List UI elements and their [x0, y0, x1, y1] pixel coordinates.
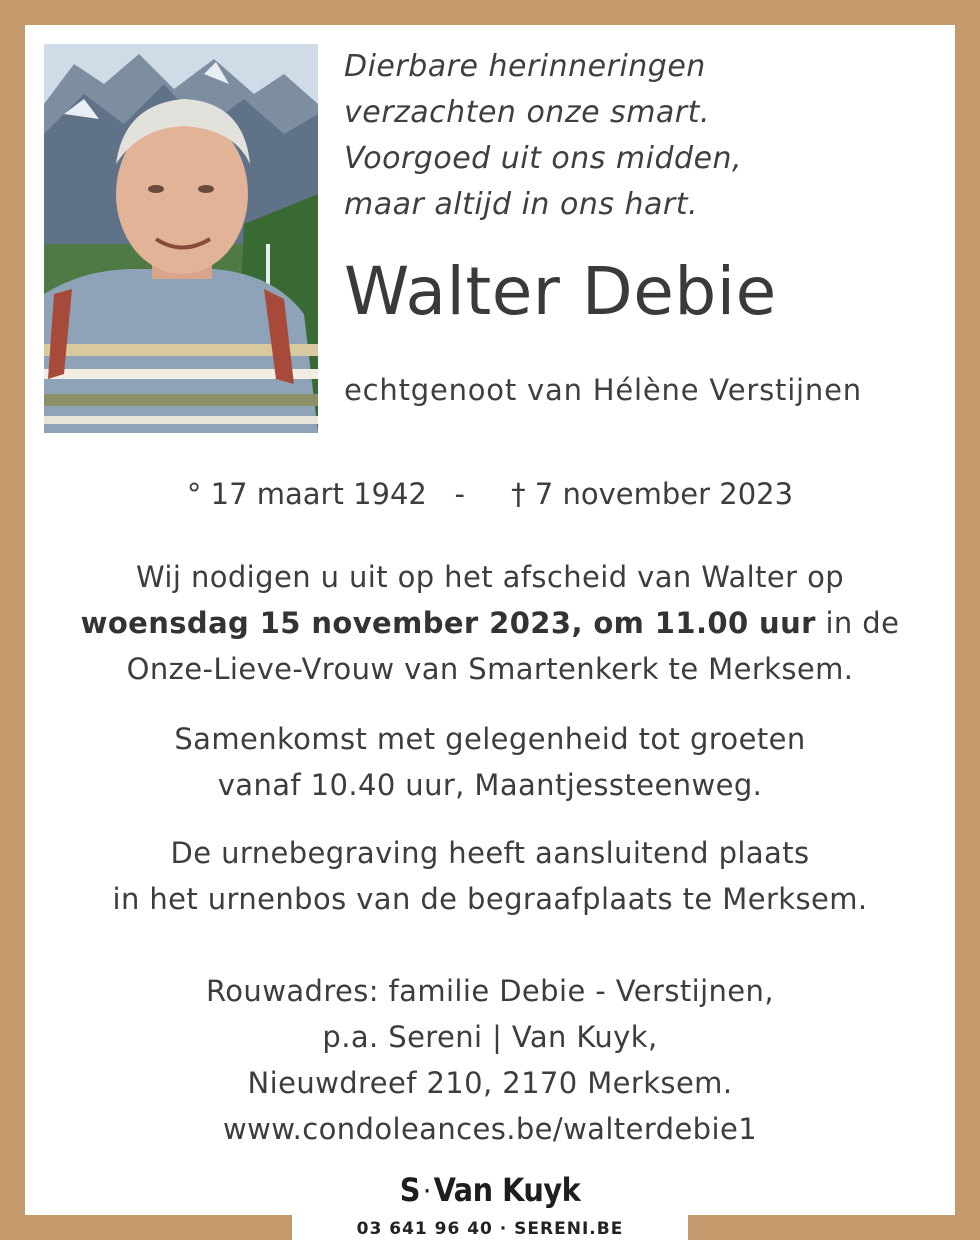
date-separator: - — [454, 477, 465, 511]
burial-text — [0, 830, 980, 922]
burial-line: De urnebegraving heeft aansluitend plaats — [170, 836, 810, 870]
birth-date: ° 17 maart 1942 — [186, 477, 427, 511]
address-line: p.a. Sereni | Van Kuyk, — [322, 1020, 658, 1054]
condolence-link[interactable]: www.condoleances.be/walterdebie1 — [222, 1112, 758, 1146]
poem-line: maar altijd in ons hart. — [344, 187, 699, 222]
poem-line: verzachten onze smart. — [344, 95, 710, 130]
poem-line: Dierbare herinneringen — [344, 49, 706, 84]
portrait-photo — [44, 44, 318, 433]
invitation-line: Onze-Lieve-Vrouw van Smartenkerk te Merksem. — [126, 652, 854, 686]
invitation-line: Wij nodigen u uit op het afscheid van Walter op — [135, 560, 845, 594]
poem — [344, 44, 944, 228]
burial-line: in het urnenbos van de begraafplaats te Merksem. — [112, 882, 868, 916]
mourning-address — [0, 968, 980, 1152]
poem-line: Voorgoed uit ons midden, — [344, 141, 743, 176]
death-date: † 7 november 2023 — [511, 477, 794, 511]
spouse-line: echtgenoot van Hélène Verstijnen — [344, 373, 862, 407]
address-line: Rouwadres: familie Debie - Verstijnen, — [206, 974, 774, 1008]
gathering-line: vanaf 10.40 uur, Maantjessteenweg. — [217, 768, 763, 802]
invitation-line — [0, 600, 980, 646]
address-line: Nieuwdreef 210, 2170 Merksem. — [247, 1066, 733, 1100]
logo-name: Van Kuyk — [433, 1171, 581, 1209]
logo-letter: S — [399, 1171, 420, 1209]
invitation-text — [0, 554, 980, 692]
life-dates — [0, 474, 980, 514]
ceremony-datetime: woensdag 15 november 2023, om 11.00 uur — [80, 606, 816, 640]
contact-info: 03 641 96 40 · SERENI.BE — [356, 1219, 624, 1239]
invitation-line-rest: in de — [815, 606, 900, 640]
logo-separator: · — [423, 1181, 430, 1202]
gathering-line: Samenkomst met gelegenheid tot groeten — [174, 722, 806, 756]
deceased-name: Walter Debie — [344, 253, 777, 330]
gathering-text — [0, 716, 980, 808]
funeral-home-logo — [0, 1170, 980, 1212]
